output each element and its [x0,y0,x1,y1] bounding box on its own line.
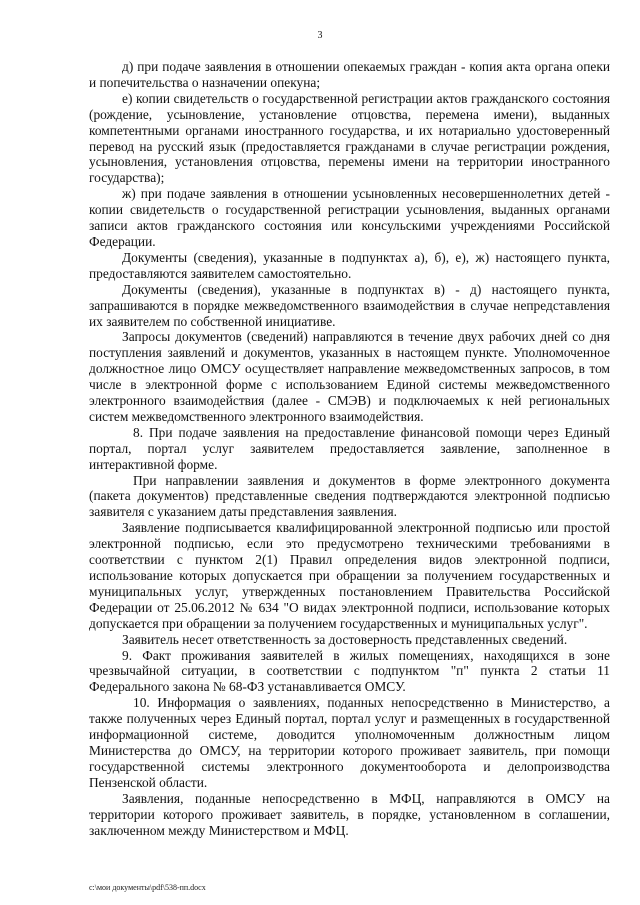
paragraph-document-requests: Запросы документов (сведений) направляются в течение двух рабочих дней со дня поступления заявлений и документов, указанных в настоящем пункте. Уполномоченное должностное лицо ОМСУ осуществляет направление межведомственных запросов, в том числе в электронной форме с использованием Единой системы межведомственного электронного взаимодействия (далее - СМЭВ) и подключаемых к ней региональных систем межведомственного электронного взаимодействия. [89,329,610,424]
footer-file-path: c:\мои документы\pdf\538-пп.docx [89,883,206,892]
paragraph-responsibility: Заявитель несет ответственность за достоверность представленных сведений. [122,631,568,647]
paragraph-d: д) при подаче заявления в отношении опекаемых граждан - копия акта органа опеки и попечительства о назначении опекуна; [89,59,610,90]
paragraph-item-9: 9. Факт проживания заявителей в жилых помещениях, находящихся в зоне чрезвычайной ситуации, в соответствии с подпунктом "п" пункта 2 статьи 11 Федерального закона № 68-ФЗ устанавливается ОМСУ. [89,647,610,695]
paragraph-interagency-docs: Документы (сведения), указанные в подпунктах в) - д) настоящего пункта, запрашиваются в порядке межведомственного взаимодействия в случае непредставления их заявителем по собственной инициативе. [89,281,610,329]
paragraph-self-submitted-docs: Документы (сведения), указанные в подпунктах а), б), е), ж) настоящего пункта, предоставляются заявителем самостоятельно. [89,249,610,281]
paragraph-signature: Заявление подписывается квалифицированной электронной подписью или простой электронной подписью, если это предусмотрено техническими требованиями в соответствии с пунктом 2(1) Правил определения видов электронной подписи, использование которых допускается при обращении за получением государственных и муниципальных услуг, утвержденных постановлением Правительства Российской Федерации от 25.06.2012 № 634 "О видах электронной подписи, использование которых допускается при обращении за получением государственных и муниципальных услуг". [89,520,610,631]
paragraph-e: е) копии свидетельств о государственной регистрации актов гражданского состояния (рождение, усыновление, установление отцовства, перемена имени), выданных компетентными органами иностранного государства, и их нотариально удостоверенный перевод на русский язык (предоставляется гражданами в случае регистрации рождения, усыновления, установления отцовства, перемены имени на территории иностранного государства); [89,90,610,186]
document-body [89,59,610,838]
paragraph-item-10: 10. Информация о заявлениях, поданных непосредственно в Министерство, а также полученных через Единый портал, портал услуг и размещенных в государственной информационной системе, доводится уполномоченным должностным лицом Министерства до ОМСУ, на территории которого проживает заявитель, при помощи государственной системы электронного документооборота и делопроизводства Пензенской области. [89,695,610,790]
paragraph-item-8: 8. При подаче заявления на предоставление финансовой помощи через Единый портал, портал услуг заявителем предоставляется заявление, заполненное в интерактивной форме. [89,424,610,472]
paragraph-mfc: Заявления, поданные непосредственно в МФЦ, направляются в ОМСУ на территории которого проживает заявитель, в порядке, установленном в соглашении, заключенном между Министерством и МФЦ. [89,790,610,838]
paragraph-electronic-submission: При направлении заявления и документов в форме электронного документа (пакета документов) представленные сведения подтверждаются электронной подписью заявителя с указанием даты представления заявления. [89,472,610,520]
paragraph-zh: ж) при подаче заявления в отношении усыновленных несовершеннолетних детей - копии свидетельств о государственной регистрации усыновления, выданных органами записи актов гражданского состояния или консульскими учреждениями Российской Федерации. [89,186,610,249]
page-number: 3 [317,30,323,41]
